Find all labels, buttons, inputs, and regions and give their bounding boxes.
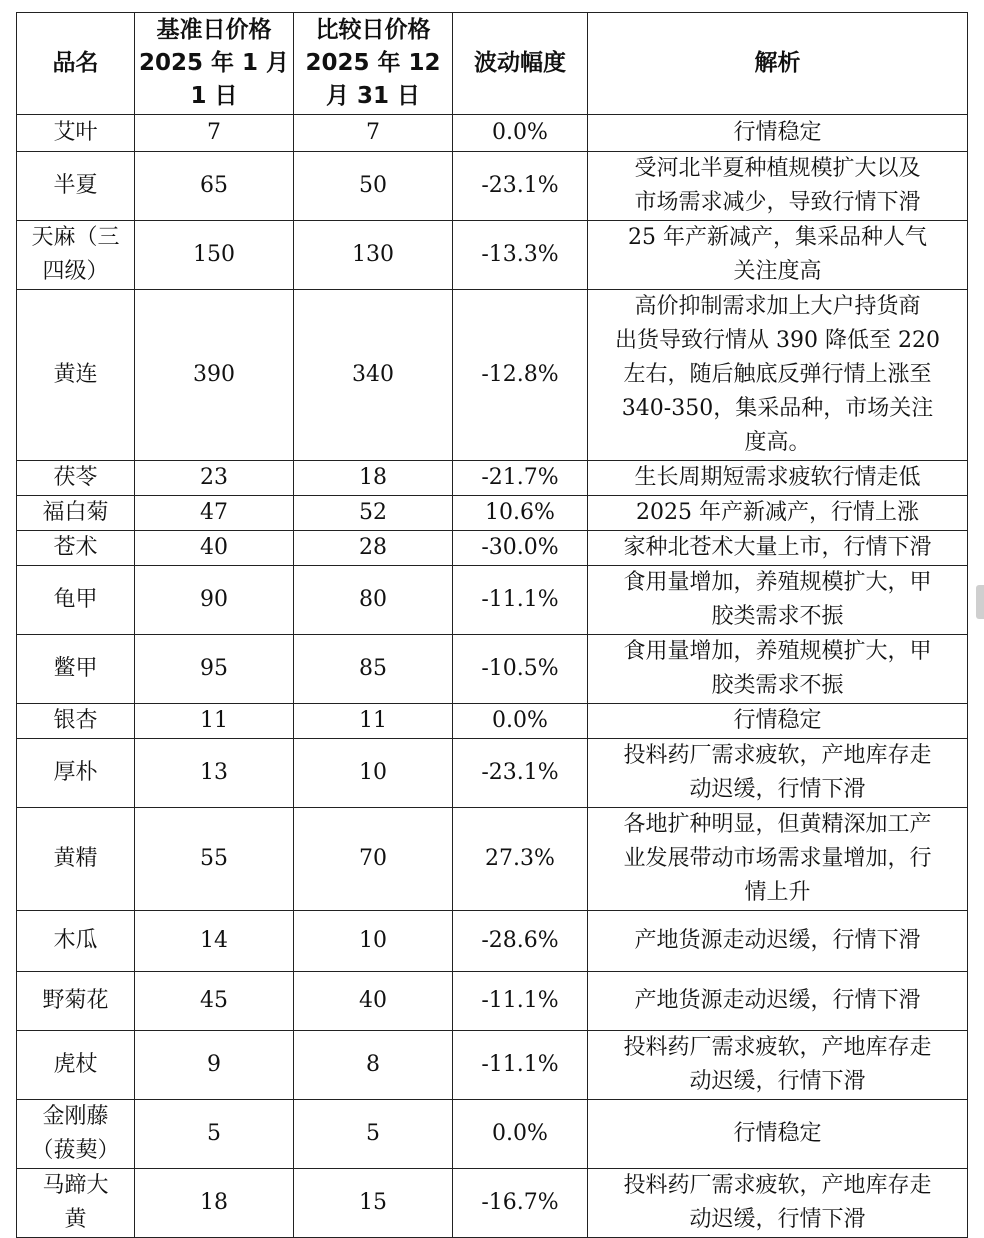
herb-name-line: 马蹄大 <box>42 1173 109 1198</box>
cell-compare-price: 85 <box>294 635 453 704</box>
cell-analysis <box>588 911 968 972</box>
cell-analysis <box>588 531 968 566</box>
cell-herb-name <box>17 531 135 566</box>
table-row <box>17 635 968 704</box>
cell-base-price: 14 <box>135 911 294 972</box>
analysis-line: 动迟缓，行情下滑 <box>689 777 866 802</box>
cell-analysis <box>588 461 968 496</box>
table-row <box>17 911 968 972</box>
cell-compare-price: 10 <box>294 739 453 808</box>
analysis-line: 胶类需求不振 <box>711 604 844 629</box>
cell-herb-name <box>17 496 135 531</box>
analysis-line: 食用量增加，养殖规模扩大，甲 <box>623 639 932 664</box>
cell-compare-price: 11 <box>294 704 453 739</box>
table-row <box>17 704 968 739</box>
cell-change: 0.0% <box>453 115 588 152</box>
cell-base-price: 55 <box>135 808 294 911</box>
analysis-line: 生长周期短需求疲软行情走低 <box>634 465 921 490</box>
analysis-line: 家种北苍术大量上市，行情下滑 <box>623 535 932 560</box>
cell-base-price: 9 <box>135 1031 294 1100</box>
cell-base-price: 18 <box>135 1169 294 1238</box>
cell-herb-name <box>17 1100 135 1169</box>
cell-analysis <box>588 1031 968 1100</box>
table-row <box>17 739 968 808</box>
herb-name-line: 茯苓 <box>53 465 98 490</box>
cell-compare-price: 7 <box>294 115 453 152</box>
cell-change: 27.3% <box>453 808 588 911</box>
cell-compare-price: 28 <box>294 531 453 566</box>
cell-herb-name <box>17 152 135 221</box>
cell-change: -13.3% <box>453 221 588 290</box>
herb-name-line: 虎杖 <box>53 1052 98 1077</box>
analysis-line: 度高。 <box>744 430 811 455</box>
cell-herb-name <box>17 972 135 1031</box>
cell-herb-name <box>17 461 135 496</box>
cell-herb-name <box>17 911 135 972</box>
analysis-line: 25 年产新减产，集采品种人气 <box>628 225 927 250</box>
herb-name-line: 厚朴 <box>53 760 98 785</box>
cell-change: -21.7% <box>453 461 588 496</box>
cell-base-price: 150 <box>135 221 294 290</box>
cell-compare-price: 50 <box>294 152 453 221</box>
cell-base-price: 65 <box>135 152 294 221</box>
cell-analysis <box>588 115 968 152</box>
table-row <box>17 152 968 221</box>
cell-herb-name <box>17 221 135 290</box>
cell-compare-price: 80 <box>294 566 453 635</box>
herb-name-line: 黄精 <box>53 846 98 871</box>
table-row <box>17 461 968 496</box>
cell-change: 10.6% <box>453 496 588 531</box>
cell-base-price: 47 <box>135 496 294 531</box>
herb-price-table <box>16 12 968 1238</box>
cell-analysis <box>588 739 968 808</box>
cell-base-price: 90 <box>135 566 294 635</box>
analysis-line: 2025 年产新减产，行情上涨 <box>636 500 919 525</box>
cell-compare-price: 10 <box>294 911 453 972</box>
cell-compare-price: 40 <box>294 972 453 1031</box>
cell-compare-price: 18 <box>294 461 453 496</box>
analysis-line: 受河北半夏种植规模扩大以及 <box>634 156 921 181</box>
analysis-line: 行情稳定 <box>733 120 822 145</box>
cell-change: -28.6% <box>453 911 588 972</box>
herb-name-line: 金刚藤 <box>42 1104 109 1129</box>
page-edge-handle[interactable] <box>976 585 984 619</box>
table-row <box>17 1169 968 1238</box>
header-analysis: 解析 <box>588 13 968 115</box>
analysis-line: 340-350，集采品种，市场关注 <box>621 396 934 421</box>
cell-analysis <box>588 1169 968 1238</box>
header-compare-price-line: 2025 年 12 <box>305 50 441 76</box>
cell-compare-price: 15 <box>294 1169 453 1238</box>
analysis-line: 业发展带动市场需求量增加，行 <box>623 846 932 871</box>
herb-name-line: 四级） <box>42 259 109 284</box>
cell-analysis <box>588 152 968 221</box>
herb-name-line: 艾叶 <box>53 120 98 145</box>
cell-base-price: 95 <box>135 635 294 704</box>
cell-herb-name <box>17 739 135 808</box>
cell-base-price: 5 <box>135 1100 294 1169</box>
cell-analysis <box>588 972 968 1031</box>
header-row <box>17 13 968 115</box>
herb-name-line: 黄连 <box>53 362 98 387</box>
table-row <box>17 531 968 566</box>
cell-compare-price: 70 <box>294 808 453 911</box>
cell-analysis <box>588 1100 968 1169</box>
cell-change: -10.5% <box>453 635 588 704</box>
cell-base-price: 45 <box>135 972 294 1031</box>
header-base-price-line: 2025 年 1 月 <box>138 50 290 76</box>
cell-change: -23.1% <box>453 739 588 808</box>
cell-base-price: 11 <box>135 704 294 739</box>
herb-name-line: 鳖甲 <box>53 656 98 681</box>
cell-base-price: 7 <box>135 115 294 152</box>
table-row <box>17 496 968 531</box>
herb-name-line: 银杏 <box>53 708 98 733</box>
cell-change: -12.8% <box>453 290 588 461</box>
table-row <box>17 566 968 635</box>
cell-herb-name <box>17 704 135 739</box>
cell-herb-name <box>17 1031 135 1100</box>
herb-name-line: 半夏 <box>53 173 98 198</box>
analysis-line: 动迟缓，行情下滑 <box>689 1069 866 1094</box>
cell-herb-name <box>17 115 135 152</box>
analysis-line: 投料药厂需求疲软，产地库存走 <box>623 1173 932 1198</box>
cell-compare-price: 8 <box>294 1031 453 1100</box>
herb-name-line: 苍术 <box>53 535 98 560</box>
herb-name-line: 龟甲 <box>53 587 98 612</box>
analysis-line: 行情稳定 <box>733 1121 822 1146</box>
header-base-price <box>135 13 294 115</box>
analysis-line: 出货导致行情从 390 降低至 220 <box>615 328 940 353</box>
analysis-line: 行情稳定 <box>733 708 822 733</box>
cell-herb-name <box>17 1169 135 1238</box>
header-compare-price <box>294 13 453 115</box>
table-body <box>17 115 968 1238</box>
cell-compare-price: 52 <box>294 496 453 531</box>
analysis-line: 情上升 <box>744 880 811 905</box>
cell-base-price: 13 <box>135 739 294 808</box>
analysis-line: 左右，随后触底反弹行情上涨至 <box>623 362 932 387</box>
herb-name-line: （菝葜） <box>31 1138 120 1163</box>
herb-name-line: 天麻（三 <box>31 225 120 250</box>
cell-analysis <box>588 290 968 461</box>
cell-analysis <box>588 704 968 739</box>
header-compare-price-line: 月 31 日 <box>325 83 421 109</box>
cell-base-price: 390 <box>135 290 294 461</box>
table-row <box>17 290 968 461</box>
cell-analysis <box>588 566 968 635</box>
cell-change: -23.1% <box>453 152 588 221</box>
table-row <box>17 1100 968 1169</box>
cell-compare-price: 340 <box>294 290 453 461</box>
cell-herb-name <box>17 635 135 704</box>
analysis-line: 投料药厂需求疲软，产地库存走 <box>623 743 932 768</box>
cell-compare-price: 130 <box>294 221 453 290</box>
cell-change: -11.1% <box>453 972 588 1031</box>
analysis-line: 产地货源走动迟缓，行情下滑 <box>634 928 921 953</box>
cell-base-price: 23 <box>135 461 294 496</box>
header-compare-price-line: 比较日价格 <box>315 17 431 43</box>
cell-analysis <box>588 635 968 704</box>
herb-name-line: 福白菊 <box>42 500 109 525</box>
cell-change: 0.0% <box>453 1100 588 1169</box>
table-row <box>17 808 968 911</box>
analysis-line: 动迟缓，行情下滑 <box>689 1207 866 1232</box>
cell-herb-name <box>17 808 135 911</box>
cell-analysis <box>588 496 968 531</box>
analysis-line: 关注度高 <box>733 259 822 284</box>
cell-change: -16.7% <box>453 1169 588 1238</box>
cell-change: 0.0% <box>453 704 588 739</box>
cell-compare-price: 5 <box>294 1100 453 1169</box>
header-base-price-line: 基准日价格 <box>156 17 272 43</box>
cell-herb-name <box>17 566 135 635</box>
analysis-line: 市场需求减少，导致行情下滑 <box>634 190 921 215</box>
analysis-line: 产地货源走动迟缓，行情下滑 <box>634 988 921 1013</box>
cell-change: -11.1% <box>453 566 588 635</box>
analysis-line: 高价抑制需求加上大户持货商 <box>634 294 921 319</box>
cell-change: -11.1% <box>453 1031 588 1100</box>
cell-change: -30.0% <box>453 531 588 566</box>
analysis-line: 胶类需求不振 <box>711 673 844 698</box>
table-row <box>17 115 968 152</box>
cell-herb-name <box>17 290 135 461</box>
herb-name-line: 野菊花 <box>42 988 109 1013</box>
analysis-line: 投料药厂需求疲软，产地库存走 <box>623 1035 932 1060</box>
analysis-line: 各地扩种明显，但黄精深加工产 <box>623 812 932 837</box>
cell-base-price: 40 <box>135 531 294 566</box>
table-row <box>17 221 968 290</box>
cell-analysis <box>588 221 968 290</box>
herb-name-line: 黄 <box>64 1207 87 1232</box>
header-change: 波动幅度 <box>453 13 588 115</box>
table-row <box>17 1031 968 1100</box>
table-row <box>17 972 968 1031</box>
cell-analysis <box>588 808 968 911</box>
herb-name-line: 木瓜 <box>53 928 98 953</box>
header-name: 品名 <box>17 13 135 115</box>
header-base-price-line: 1 日 <box>190 83 238 109</box>
analysis-line: 食用量增加，养殖规模扩大，甲 <box>623 570 932 595</box>
